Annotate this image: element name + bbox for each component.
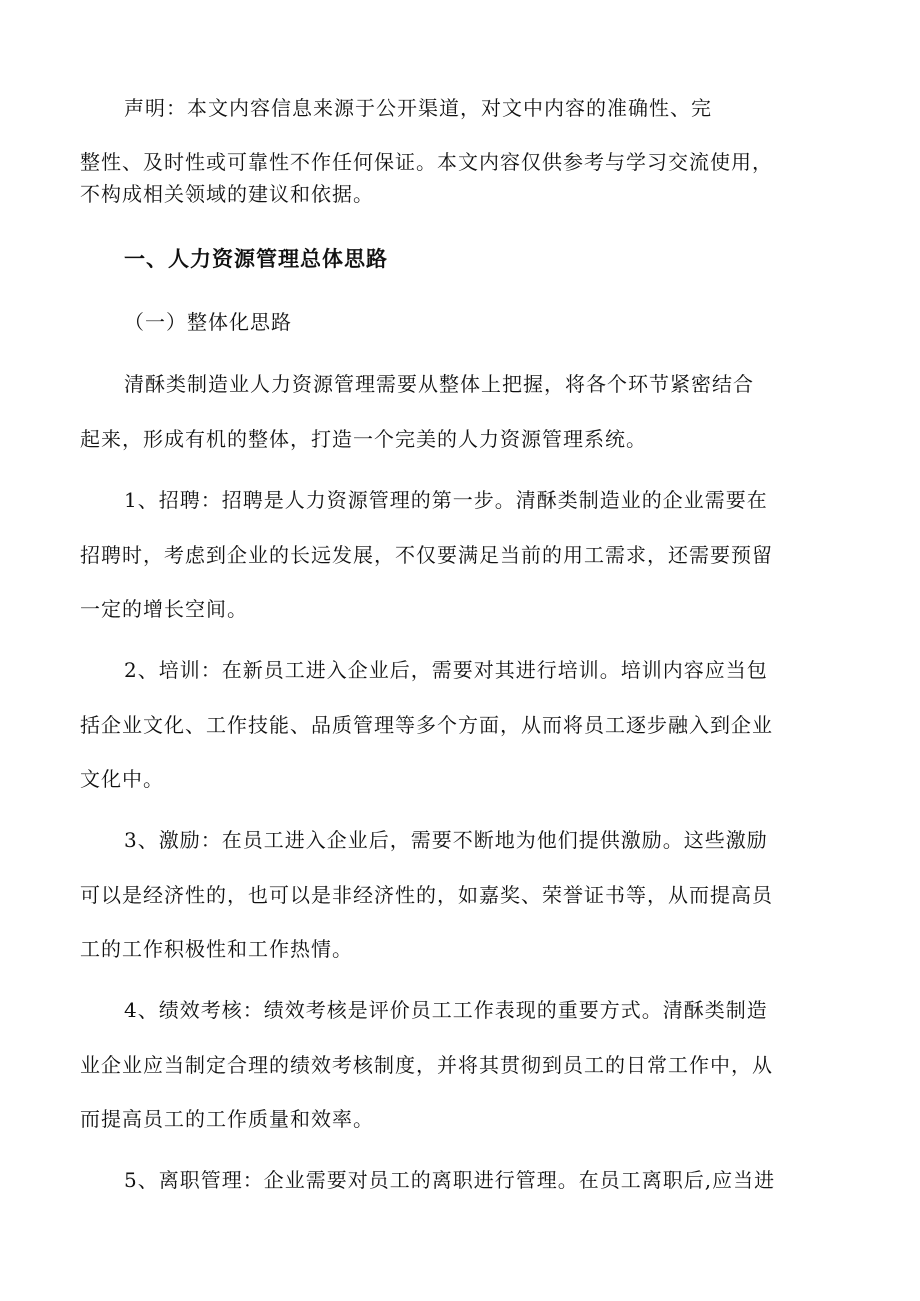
item-2-line-2: 括企业文化、工作技能、品质管理等多个方面，从而将员工逐步融入到企业 [80, 713, 773, 737]
item-1-line-1: 1、招聘：招聘是人力资源管理的第一步。清酥类制造业的企业需要在 [124, 488, 768, 512]
item-2-line-3: 文化中。 [80, 767, 164, 791]
item-4-line-1: 4、绩效考核：绩效考核是评价员工工作表现的重要方式。清酥类制造 [124, 998, 768, 1022]
item-5-line-1: 5、离职管理：企业需要对员工的离职进行管理。在员工离职后,应当进 [124, 1168, 776, 1192]
item-3-line-2: 可以是经济性的，也可以是非经济性的，如嘉奖、荣誉证书等，从而提高员 [80, 883, 773, 907]
disclaimer-line-1: 声明：本文内容信息来源于公开渠道，对文中内容的准确性、完 [124, 96, 712, 120]
item-3-line-1: 3、激励：在员工进入企业后，需要不断地为他们提供激励。这些激励 [124, 828, 768, 852]
item-4-line-3: 而提高员工的工作质量和效率。 [80, 1107, 374, 1131]
item-1-line-2: 招聘时，考虑到企业的长远发展，不仅要满足当前的用工需求，还需要预留 [80, 543, 773, 567]
subsection-heading: （一）整体化思路 [124, 310, 292, 334]
item-1-line-3: 一定的增长空间。 [80, 597, 248, 621]
section-heading: 一、人力资源管理总体思路 [124, 247, 388, 271]
item-3-line-3: 工的工作积极性和工作热情。 [80, 937, 353, 961]
intro-line-1: 清酥类制造业人力资源管理需要从整体上把握，将各个环节紧密结合 [124, 372, 754, 396]
disclaimer-line-2: 整性、及时性或可靠性不作任何保证。本文内容仅供参考与学习交流使用， [80, 150, 773, 174]
intro-line-2: 起来，形成有机的整体，打造一个完美的人力资源管理系统。 [80, 427, 647, 451]
item-2-line-1: 2、培训：在新员工进入企业后，需要对其进行培训。培训内容应当包 [124, 658, 768, 682]
item-4-line-2: 业企业应当制定合理的绩效考核制度，并将其贯彻到员工的日常工作中，从 [80, 1053, 773, 1077]
disclaimer-line-3: 不构成相关领域的建议和依据。 [80, 182, 374, 206]
